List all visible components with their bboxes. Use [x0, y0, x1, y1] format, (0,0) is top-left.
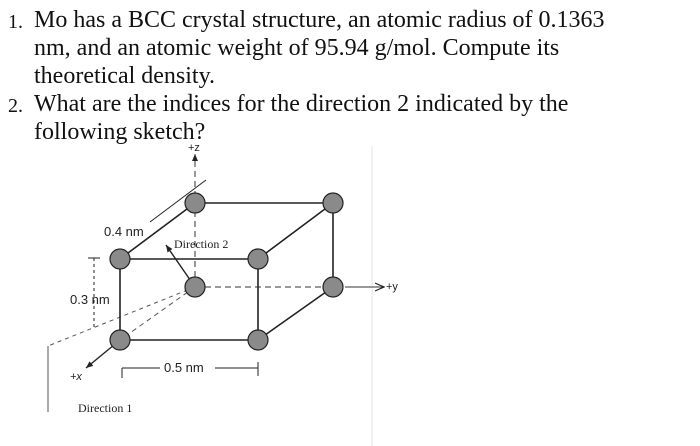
lattice-atom — [248, 249, 268, 269]
question-2-line: What are the indices for the direction 2 indicated by the — [34, 91, 569, 117]
dim-x-label: 0.4 nm — [104, 224, 144, 239]
direction-2-label: Direction 2 — [174, 237, 229, 251]
dim-z-label: 0.3 nm — [70, 292, 110, 307]
direction-1-label: Direction 1 — [78, 401, 133, 415]
question-2-number: 2. — [8, 95, 23, 117]
question-1-line: Mo has a BCC crystal structure, an atomic radius of 0.1363 — [34, 7, 605, 33]
atoms — [110, 193, 343, 350]
axis-x-label: +x — [70, 371, 82, 383]
lattice-atom — [323, 277, 343, 297]
dim-y-label: 0.5 nm — [164, 360, 204, 375]
lattice-atom — [248, 330, 268, 350]
lattice-atom — [185, 193, 205, 213]
lattice-atom — [185, 277, 205, 297]
question-1-number: 1. — [8, 11, 23, 33]
lattice-atom — [110, 249, 130, 269]
question-1-line: theoretical density. — [34, 63, 216, 89]
cube-edges — [120, 203, 333, 340]
axis-y-label: +y — [386, 281, 398, 293]
hidden-cube-edges — [120, 287, 195, 340]
question-2-line: following sketch? — [34, 119, 206, 145]
question-1-line: nm, and an atomic weight of 95.94 g/mol. Compute its — [34, 35, 560, 61]
lattice-atom — [110, 330, 130, 350]
lattice-atom — [323, 193, 343, 213]
axis-z-label: +z — [188, 142, 200, 154]
